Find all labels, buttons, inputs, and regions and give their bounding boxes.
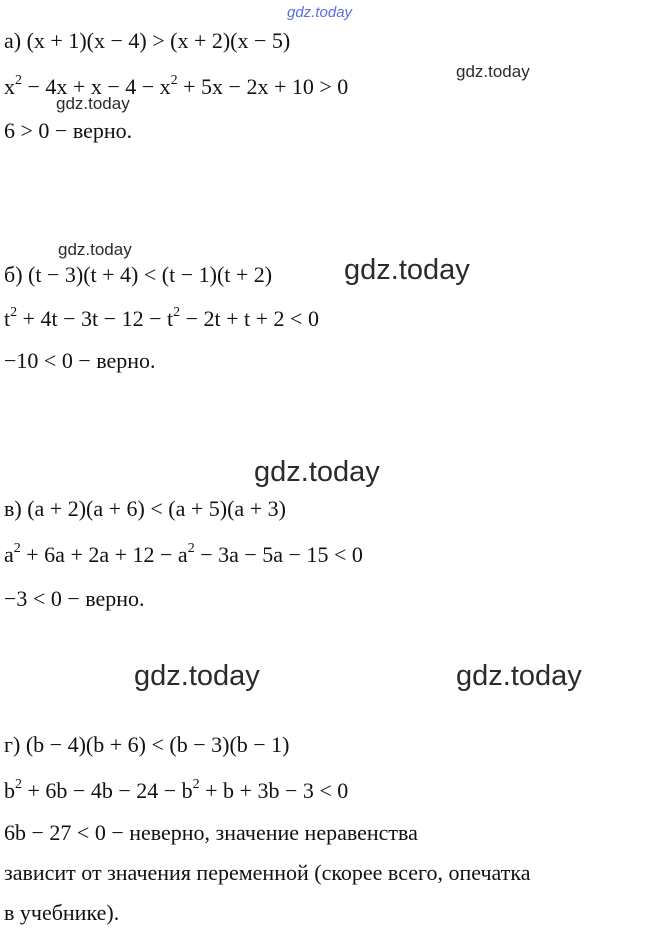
part-a-statement	[4, 28, 290, 54]
watermark: gdz.today	[134, 660, 260, 692]
part-a-exp1: 2	[15, 73, 22, 88]
part-b-inequality: (t − 3)(t + 4) < (t − 1)(t + 2)	[28, 262, 273, 287]
part-c-expansion-tail: − 3a − 5a − 15 < 0	[194, 542, 363, 567]
part-d-expansion-mid: + 6b − 4b − 24 − b	[22, 778, 193, 803]
part-d-inequality: (b − 4)(b + 6) < (b − 3)(b − 1)	[25, 732, 290, 757]
part-c-expansion-mid: + 6a + 2a + 12 − a	[20, 542, 188, 567]
part-a-exp2: 2	[170, 73, 178, 88]
part-d-label: г)	[4, 732, 21, 757]
part-d-expansion	[4, 778, 348, 804]
part-d-result-line2: зависит от значения переменной (скорее всего, опечатка	[4, 860, 531, 885]
part-a-inequality: (x + 1)(x − 4) > (x + 2)(x − 5)	[26, 28, 291, 53]
part-b-expansion-var: t	[4, 306, 11, 331]
watermark: gdz.today	[456, 660, 582, 692]
part-d-expansion-var: b	[4, 778, 15, 803]
part-b-label: б)	[4, 262, 23, 287]
part-a-expansion-mid: − 4x + x − 4 − x	[22, 74, 171, 99]
part-b-result: −10 < 0 − верно.	[4, 348, 156, 373]
part-b-expansion-mid: + 4t − 3t − 12 − t	[17, 306, 174, 331]
part-a-expansion-tail: + 5x − 2x + 10 > 0	[177, 74, 349, 99]
part-d-expansion-tail: + b + 3b − 3 < 0	[199, 778, 349, 803]
watermark: gdz.today	[456, 62, 530, 81]
part-a-expansion-var: x	[4, 74, 15, 99]
part-b-expansion	[4, 306, 319, 332]
part-d-result-line3: в учебнике).	[4, 900, 120, 925]
part-c-expansion	[4, 542, 363, 568]
watermark: gdz.today	[58, 240, 132, 259]
part-c-exp2: 2	[187, 541, 195, 556]
part-b-exp1: 2	[10, 305, 18, 320]
part-d-exp1: 2	[15, 777, 22, 792]
part-c-exp1: 2	[13, 541, 21, 556]
part-d-statement	[4, 732, 290, 758]
part-c-expansion-var: a	[4, 542, 14, 567]
watermark: gdz.today	[344, 254, 470, 286]
part-c-statement	[4, 496, 286, 522]
part-c-label: в)	[4, 496, 22, 521]
part-d-result: 6b − 27 < 0 − неверно, значение неравенства	[4, 820, 418, 845]
watermark: gdz.today	[56, 94, 130, 113]
part-b-statement	[4, 262, 272, 288]
part-a-result: 6 > 0 − верно.	[4, 118, 133, 143]
watermark-top: gdz.today	[287, 4, 353, 21]
part-b-exp2: 2	[173, 305, 181, 320]
part-d-exp2: 2	[192, 777, 200, 792]
part-c-inequality: (a + 2)(a + 6) < (a + 5)(a + 3)	[27, 496, 286, 521]
part-b-expansion-tail: − 2t + t + 2 < 0	[180, 306, 319, 331]
watermark: gdz.today	[254, 456, 380, 488]
part-c-result: −3 < 0 − верно.	[4, 586, 145, 611]
part-a-label: а)	[4, 28, 22, 53]
